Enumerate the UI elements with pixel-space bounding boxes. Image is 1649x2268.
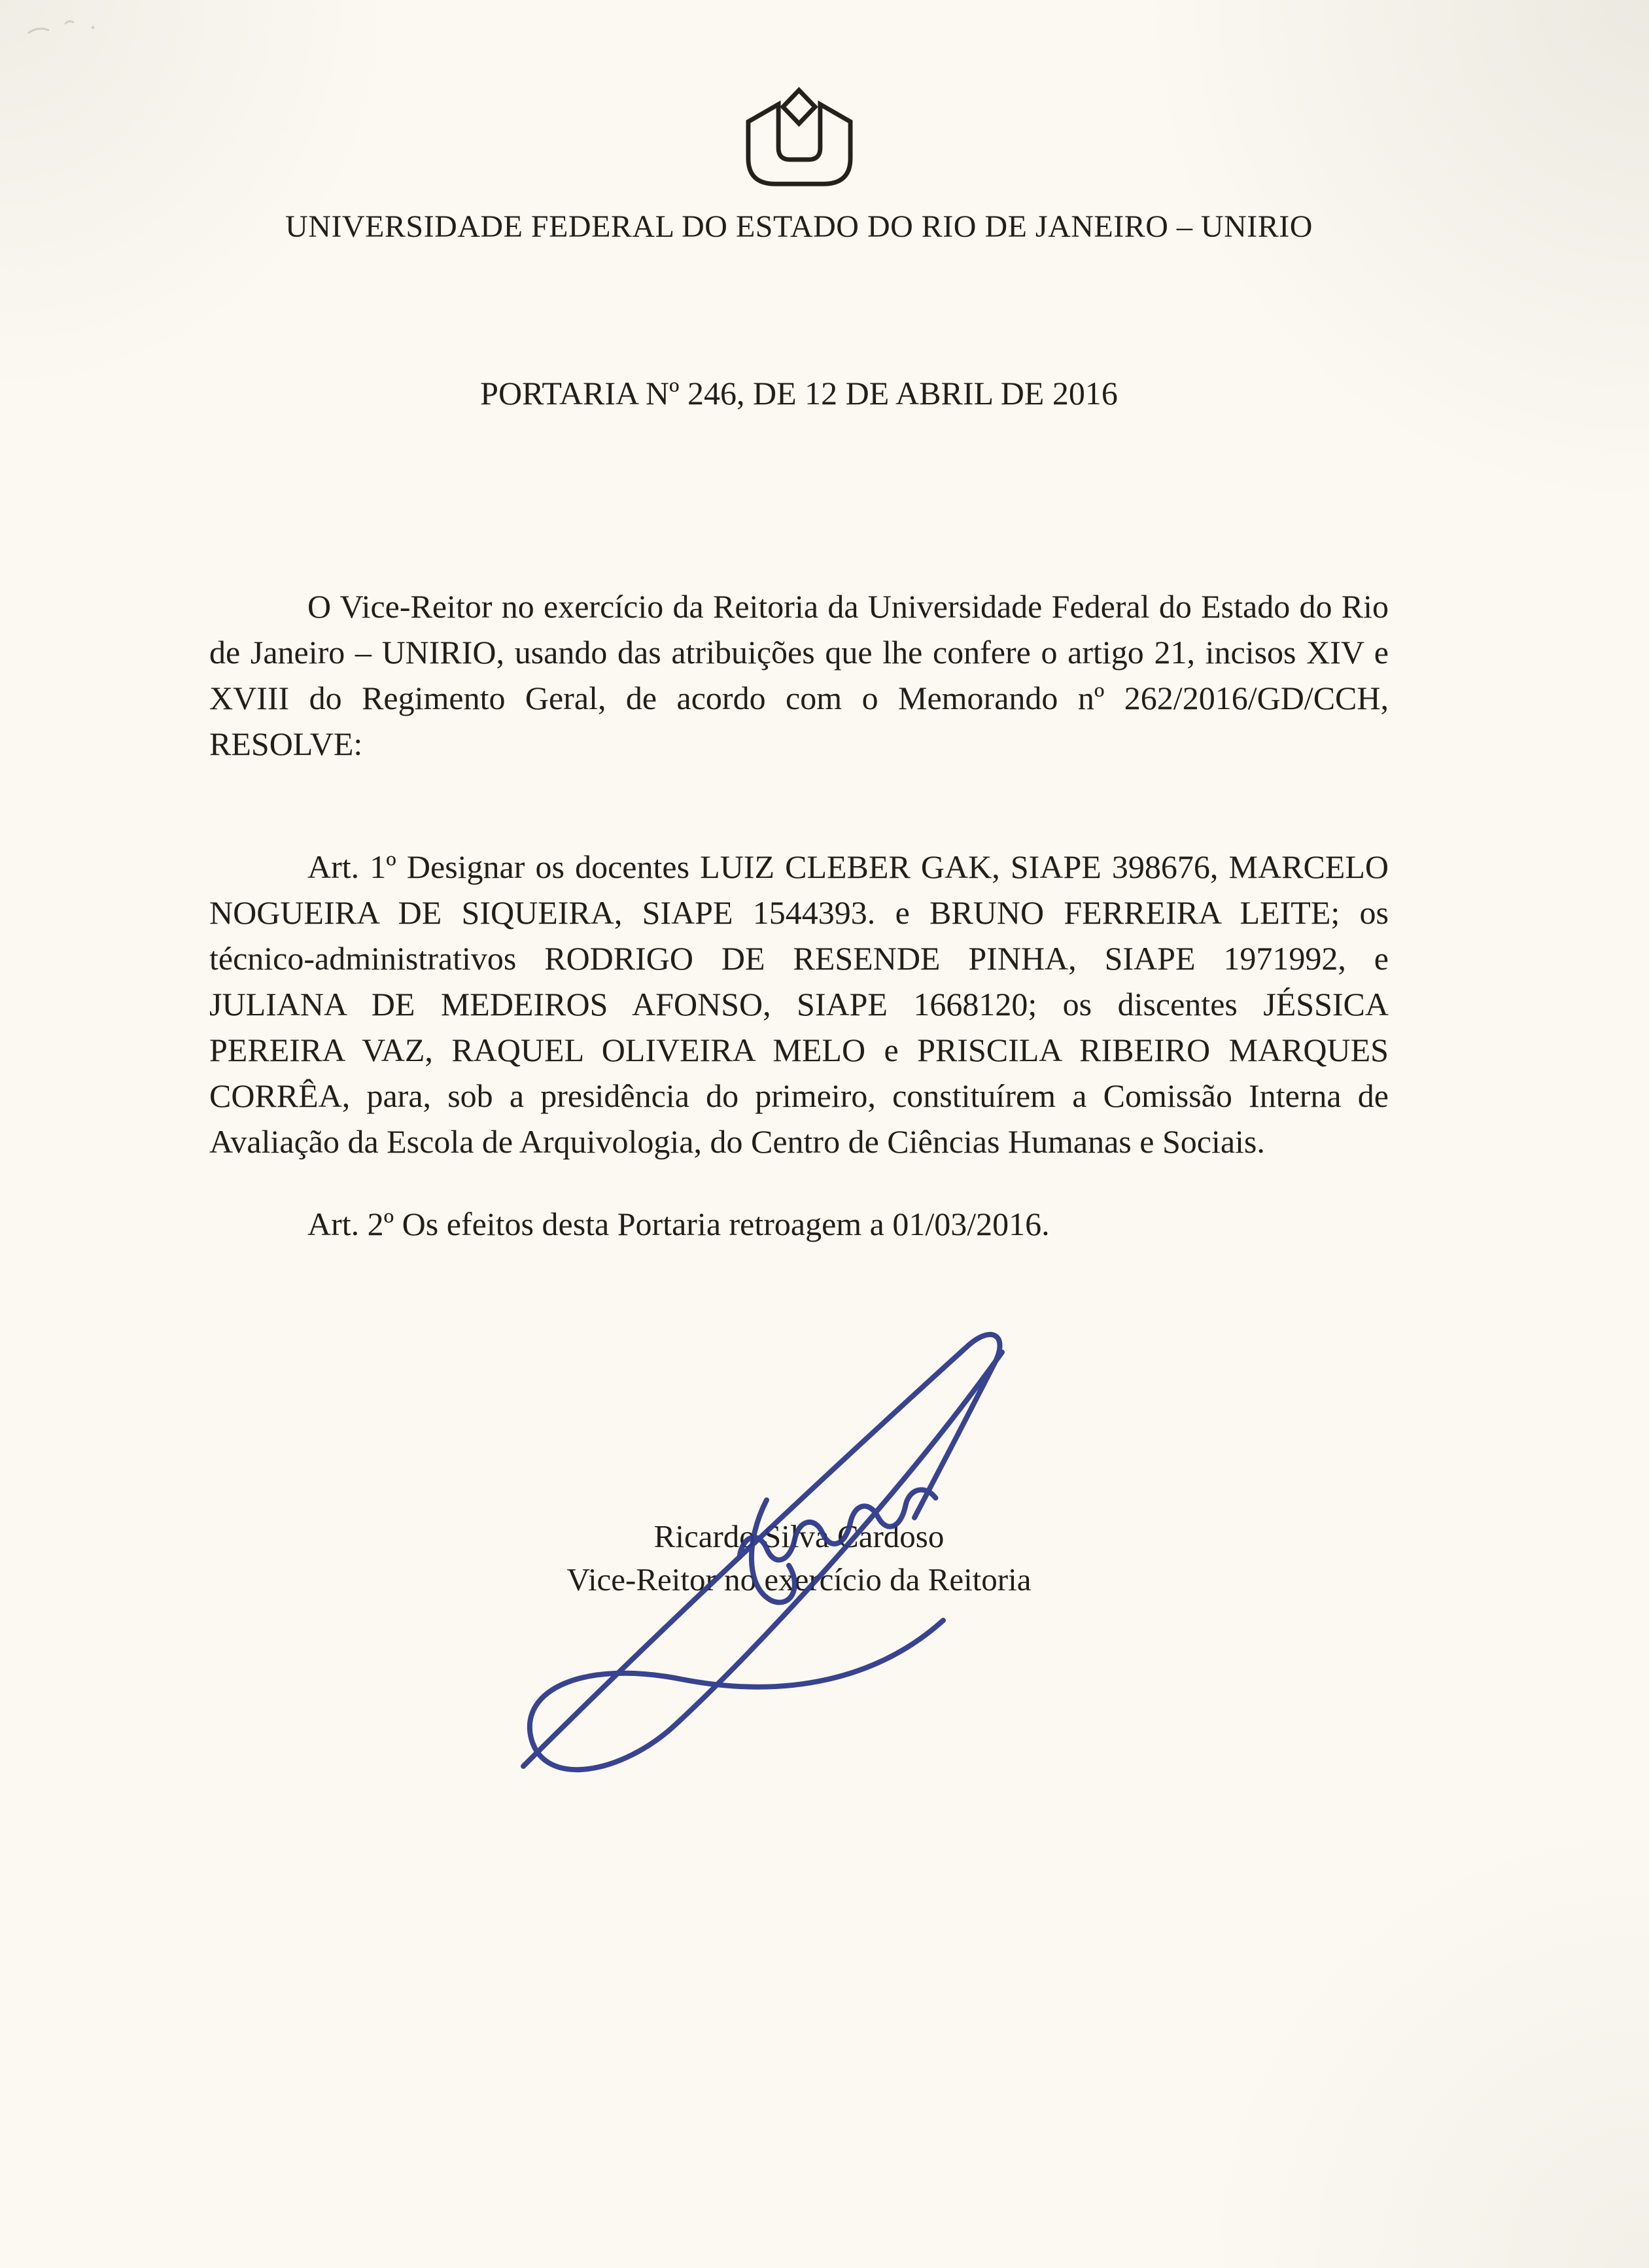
institution-name: UNIVERSIDADE FEDERAL DO ESTADO DO RIO DE JANEIRO – UNIRIO <box>285 209 1313 244</box>
opening-paragraph: O Vice-Reitor no exercício da Reitoria da Universidade Federal do Estado do Rio de Janeiro – UNIRIO, usando das atribuições que lhe confere o artigo 21, incisos XIV e XVIII do Regimento Geral, de acordo com o Memorando nº 262/2016/GD/CCH, RESOLVE: <box>209 588 1389 762</box>
logo-container <box>209 0 1389 196</box>
document-content <box>209 0 1389 1601</box>
article-2-paragraph: Art. 2º Os efeitos desta Portaria retroagem a 01/03/2016. <box>307 1206 1050 1242</box>
signatory-name: Ricardo Silva Cardoso <box>653 1518 945 1554</box>
signature-block <box>209 1515 1389 1601</box>
pencil-mark <box>20 14 190 60</box>
signatory-role: Vice-Reitor no exercício da Reitoria <box>566 1561 1032 1597</box>
article-1-paragraph: Art. 1º Designar os docentes LUIZ CLEBER GAK, SIAPE 398676, MARCELO NOGUEIRA DE SIQUEIRA, SIAPE 1544393. e BRUNO FERREIRA LEITE; os técnico-administrativos RODRIGO DE RESENDE PINHA, SIAPE 1971992, e JULIANA DE MEDEIROS AFONSO, SIAPE 1668120; os discentes JÉSSICA PEREIRA VAZ, RAQUEL OLIVEIRA MELO e PRISCILA RIBEIRO MARQUES CORRÊA, para, sob a presidência do primeiro, constituírem a Comissão Interna de Avaliação da Escola de Arquivologia, do Centro de Ciências Humanas e Sociais. <box>209 848 1389 1160</box>
unirio-emblem-icon <box>721 86 877 192</box>
document-title: PORTARIA Nº 246, DE 12 DE ABRIL DE 2016 <box>480 375 1118 411</box>
